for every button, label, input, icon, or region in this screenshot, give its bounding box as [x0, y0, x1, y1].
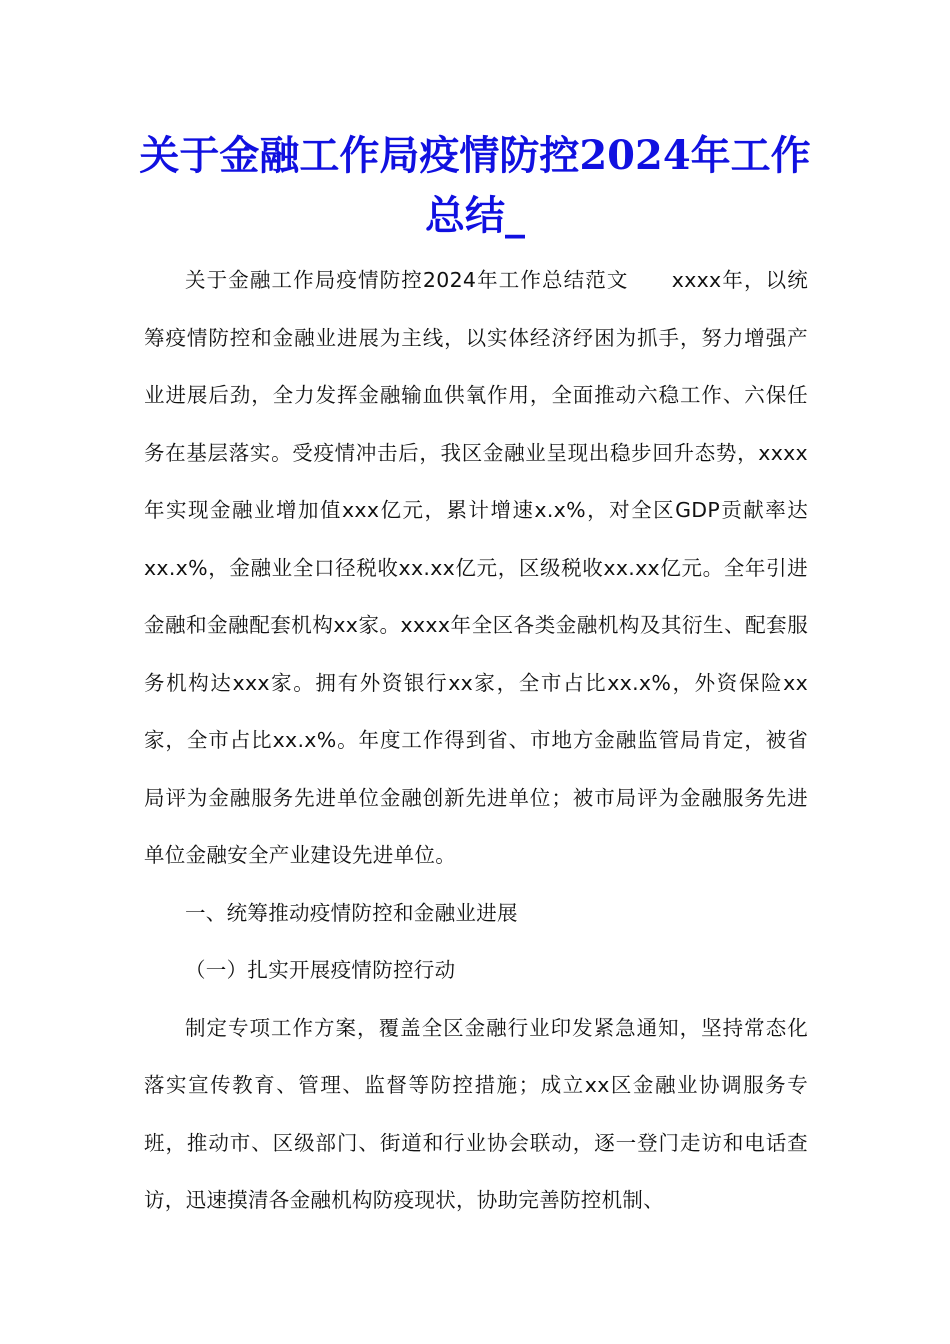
- document-title: 关于金融工作局疫情防控2024年工作总结_: [139, 132, 811, 239]
- section-heading-1: 一、统筹推动疫情防控和金融业进展: [185, 900, 518, 925]
- subsection-heading-1: （一）扎实开展疫情防控行动: [185, 958, 456, 982]
- paragraph-intro: 关于金融工作局疫情防控2024年工作总结范文 xxxx年，以统筹疫情防控和金融业进展为主线，以实体经济纾困为抓手，努力增强产业进展后劲，全力发挥金融输血供氧作用，全面推动六稳工作、六保任务在基层落实。受疫情冲击后，我区金融业呈现出稳步回升态势，xxxx年实现金融业增加值xxx亿元，累计增速x.x%，对全区GDP贡献率达xx.x%，金融业全口径税收xx.xx亿元，区级税收xx.xx亿元。全年引进金融和金融配套机构xx家。xxxx年全区各类金融机构及其衍生、配套服务机构达xxx家。拥有外资银行xx家，全市占比xx.x%，外资保险xx家，全市占比xx.x%。年度工作得到省、市地方金融监管局肯定，被省局评为金融服务先进单位金融创新先进单位；被市局评为金融服务先进单位金融安全产业建设先进单位。: [144, 268, 808, 867]
- document-body: [144, 252, 808, 1230]
- paragraph-measures: 制定专项工作方案，覆盖全区金融行业印发紧急通知，坚持常态化落实宣传教育、管理、监督等防控措施；成立xx区金融业协调服务专班，推动市、区级部门、街道和行业协会联动，逐一登门走访和电话查访，迅速摸清各金融机构防疫现状，协助完善防控机制、: [144, 1015, 808, 1212]
